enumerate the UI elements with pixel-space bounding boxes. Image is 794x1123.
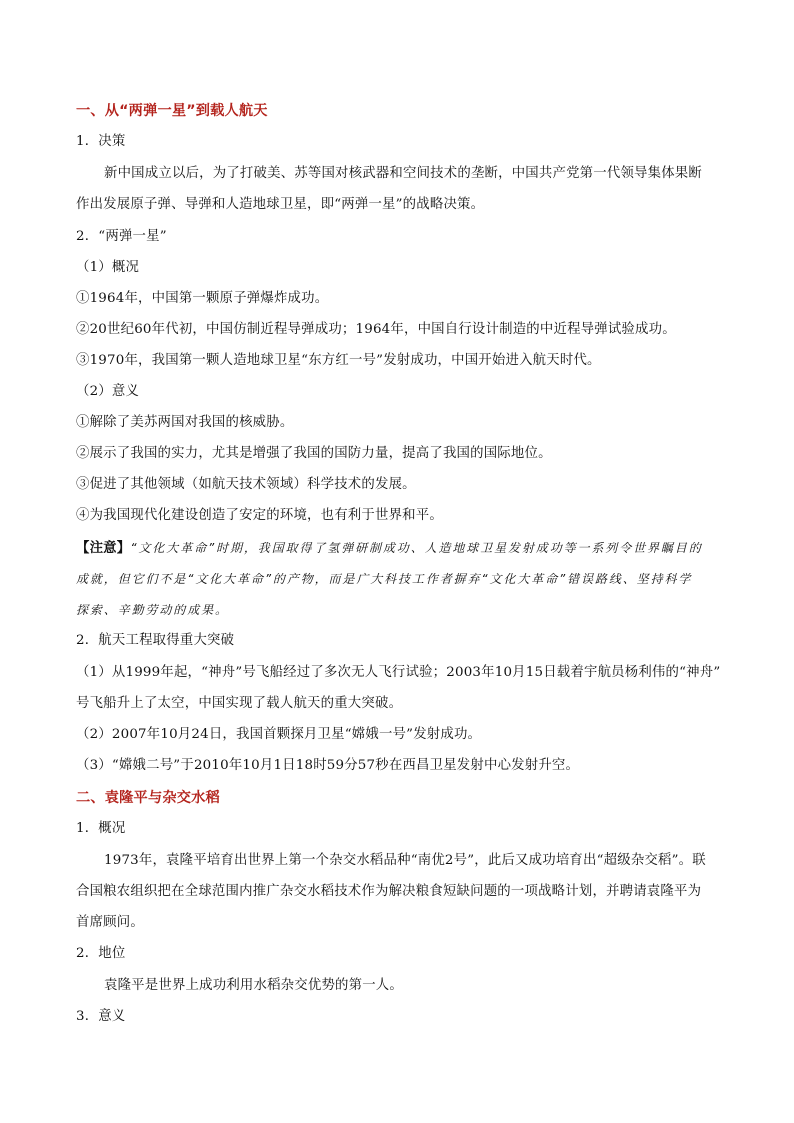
section-heading-yuan-longping: 二、袁隆平与杂交水稻 bbox=[76, 790, 220, 806]
paragraph-decision-line2: 作出发展原子弹、导弹和人造地球卫星，即“两弹一星”的战略决策。 bbox=[76, 197, 485, 212]
space-item: 号飞船升上了太空，中国实现了载人航天的重大突破。 bbox=[76, 696, 403, 711]
subsection-title-two-bombs: 2．“两弹一星” bbox=[76, 229, 167, 244]
note-text-line3: 探索、辛勤劳动的成果。 bbox=[76, 603, 229, 617]
paragraph-overview-line3: 首席顾问。 bbox=[76, 915, 144, 930]
meaning-item: ②展示了我国的实力，尤其是增强了我国的国防力量，提高了我国的国际地位。 bbox=[76, 446, 552, 461]
paragraph-overview-line2: 合国粮农组织把在全球范围内推广杂交水稻技术作为解决粮食短缺问题的一项战略计划，并聘请袁隆平为 bbox=[76, 884, 702, 899]
overview-item: ③1970年，我国第一颗人造地球卫星“东方红一号”发射成功，中国开始进入航天时代。 bbox=[76, 353, 601, 368]
section-heading-two-bombs: 一、从“两弹一星”到载人航天 bbox=[76, 103, 268, 119]
note-text-line2: 成就，但它们不是“文化大革命”的产物，而是广大科技工作者摒弃“文化大革命”错误路线、坚持科学 bbox=[76, 572, 693, 586]
overview-title: （1）概况 bbox=[76, 260, 140, 275]
meaning-item: ①解除了美苏两国对我国的核威胁。 bbox=[76, 415, 294, 430]
note-line1 bbox=[76, 539, 736, 558]
space-item: （1）从1999年起，“神舟”号飞船经过了多次无人飞行试验；2003年10月15日载着宇航员杨利伟的“神舟” bbox=[76, 665, 721, 680]
note-label: 【注意】 bbox=[76, 540, 131, 556]
subsection-title-decision: 1．决策 bbox=[76, 134, 126, 149]
paragraph-overview-line1: 1973年，袁隆平培育出世界上第一个杂交水稻品种“南优2号”，此后又成功培育出“超级杂交稻”。联 bbox=[104, 853, 706, 868]
subsection-title-overview: 1．概况 bbox=[76, 821, 126, 836]
paragraph-decision-line1: 新中国成立以后，为了打破美、苏等国对核武器和空间技术的垄断，中国共产党第一代领导集体果断 bbox=[104, 166, 702, 181]
subsection-title-status: 2．地位 bbox=[76, 946, 126, 961]
meaning-item: ④为我国现代化建设创造了安定的环境，也有利于世界和平。 bbox=[76, 508, 443, 523]
space-item: （3）“嫦娥二号”于2010年10月1日18时59分57秒在西昌卫星发射中心发射升空。 bbox=[76, 758, 580, 773]
meaning-title: （2）意义 bbox=[76, 384, 140, 399]
overview-item: ①1964年，中国第一颗原子弹爆炸成功。 bbox=[76, 291, 329, 306]
subsection-title-space: 2．航天工程取得重大突破 bbox=[76, 633, 235, 648]
paragraph-status: 袁隆平是世界上成功利用水稻杂交优势的第一人。 bbox=[104, 978, 403, 993]
note-text-line1: “文化大革命”时期，我国取得了氢弹研制成功、人造地球卫星发射成功等一系列令世界瞩目的 bbox=[130, 541, 703, 555]
meaning-item: ③促进了其他领域（如航天技术领域）科学技术的发展。 bbox=[76, 477, 416, 492]
overview-item: ②20世纪60年代初，中国仿制近程导弹成功；1964年，中国自行设计制造的中近程导弹试验成功。 bbox=[76, 322, 676, 337]
subsection-title-significance: 3．意义 bbox=[76, 1009, 126, 1024]
space-item: （2）2007年10月24日，我国首颗探月卫星“嫦娥一号”发射成功。 bbox=[76, 727, 482, 742]
